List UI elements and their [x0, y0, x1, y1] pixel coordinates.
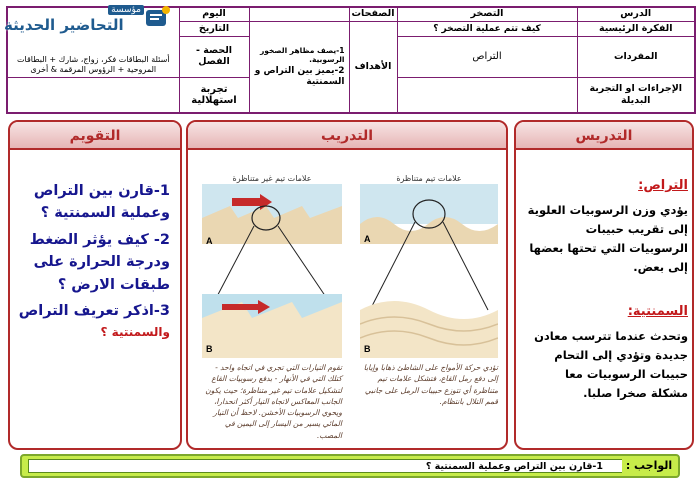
topic-label: التصخر [397, 7, 577, 22]
fig-right-label-b: B [364, 344, 371, 354]
strategy-text: أسئلة البطاقات فكر، زواج، شارك + البطاقات المروحية + الرؤوس المرقمة & أخرى [16, 55, 170, 75]
brand-logo [2, 2, 174, 42]
symmetric-ripples-figure [360, 174, 498, 358]
caption-left: تقوم التيارات التي تجري في اتجاه واحد - كتلك التي في الأنهار - بدفع رسوبيات القاع لتشكيل علامات تيم غير متناظرة؛ حيث يكون الجانب المعاكس لاتجاه التيار أكثر انحدارا، ويحوي الرسوبيات الأخشن. لاحظ أن التيار المائي يسير من اليسار إلى اليمين في المصب. [205, 363, 342, 440]
teaching-panel [514, 120, 694, 450]
day-label: اليوم [179, 7, 249, 22]
training-title: التدريب [188, 122, 506, 150]
question-2: 2- كيف يؤثر الضغط ودرجة الحرارة على طبقات الارض ؟ [29, 231, 170, 293]
homework-label: الواجب : [622, 459, 676, 473]
warmup-label: تجربة استهلالية [179, 78, 249, 113]
question-3 [18, 300, 170, 341]
fig-left-title: علامات تيم غير متناظرة [232, 174, 312, 183]
homework-field [28, 459, 668, 473]
logo-main-text: التحاضير الحديثة [4, 16, 124, 34]
question-3-tail: والسمنتية ؟ [100, 324, 170, 339]
teaching-title: التدريس [516, 122, 692, 150]
vocab-value: التراص [397, 36, 577, 77]
compaction-text: يؤدي وزن الرسوبيات العلوية إلى تقريب حبيبات الرسوبيات التي تحتها بعضها إلى بعض. [527, 203, 688, 274]
procedures-label: الإجراءات او التجربة البديلة [577, 78, 695, 113]
asymmetric-ripples-figure [202, 174, 342, 358]
objective-2: 2-يميز بين التراص و السمنتية [254, 66, 345, 87]
fig-left-label-a: A [206, 236, 213, 246]
asymmetric-ripples-illustration [202, 184, 342, 358]
logo-mark-icon [142, 4, 172, 34]
period-label: الحصة - الفصل [179, 36, 249, 77]
evaluation-panel [8, 120, 182, 450]
vocab-label: المفردات [577, 36, 695, 77]
main-idea-label: الفكرة الرئيسية [577, 22, 695, 36]
fig-right-label-a: A [364, 234, 371, 244]
evaluation-title: التقويم [10, 122, 180, 150]
date-label: التاريخ [179, 22, 249, 36]
fig-left-label-b: B [206, 344, 213, 354]
training-panel [186, 120, 508, 450]
logo-top-text: مؤسسة [108, 5, 144, 15]
objectives-label: الأهداف [349, 22, 397, 113]
caption-right: تؤدي حركة الأمواج على الشاطئ ذهابا وإيابا إلى دفع رمل القاع، فتشكل علامات تيم متناظرة أي تتوزع حبيبات الرمل على جانبي قمم التلال بانتظام. [363, 363, 498, 406]
compaction-block [524, 178, 688, 277]
homework-bar [20, 454, 680, 478]
cementation-text: وتحدث عندما تترسب معادن جديدة وتؤدي إلى التحام حبيبات الرسوبيات معا مشكلة صخرا صلبا. [534, 329, 688, 400]
compaction-title: التراص: [638, 178, 688, 193]
objectives-cell [249, 22, 349, 113]
evaluation-questions [18, 180, 170, 341]
fig-right-title: علامات تيم متناظرة [396, 174, 462, 183]
cementation-block [524, 304, 688, 403]
objective-1: 1-يصف مظاهر الصخور الرسوبية. [259, 46, 345, 64]
pages-label: الصفحات [349, 7, 397, 22]
question-3-text: 3-اذكر تعريف التراص [18, 303, 170, 320]
symmetric-ripples-illustration [360, 184, 498, 358]
homework-text: 1-قارن بين التراص وعملية السمنتية ؟ [425, 461, 603, 472]
main-idea-value: كيف تتم عملية التصخر ؟ [397, 22, 577, 36]
question-1: 1-قارن بين التراص وعملية السمنتية ؟ [33, 183, 170, 222]
lesson-label: الدرس [577, 7, 695, 22]
cementation-title: السمنتية: [627, 304, 688, 319]
